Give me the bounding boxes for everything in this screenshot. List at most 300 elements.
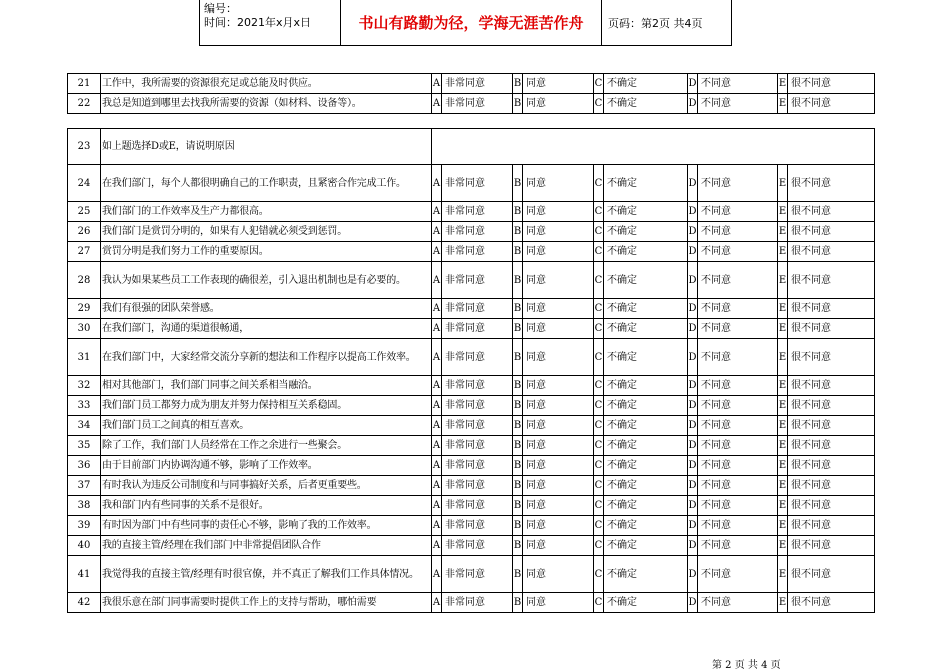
option-d[interactable] [688, 516, 778, 536]
option-label: 非常同意 [445, 540, 485, 551]
option-c[interactable] [594, 262, 688, 299]
option-label: 很不同意 [791, 460, 831, 471]
option-label: 很不同意 [791, 177, 831, 189]
option-c[interactable] [594, 202, 688, 222]
page-footer: 第 2 页 共 4 页 [712, 660, 781, 671]
option-label: 很不同意 [791, 568, 831, 580]
option-letter: A [432, 516, 442, 535]
page-header [199, 0, 732, 46]
option-letter: C [594, 339, 604, 375]
option-e[interactable] [778, 456, 875, 476]
option-letter: C [594, 556, 604, 592]
option-d[interactable] [688, 74, 778, 94]
option-letter: A [432, 165, 442, 201]
option-a[interactable] [432, 476, 513, 496]
option-letter: A [432, 262, 442, 298]
option-letter: C [594, 456, 604, 475]
option-letter: E [778, 556, 788, 592]
option-label: 不确定 [607, 540, 637, 551]
option-letter: E [778, 536, 788, 555]
option-letter: E [778, 242, 788, 261]
question-number: 23 [68, 129, 101, 165]
option-label: 不确定 [607, 520, 637, 531]
option-c[interactable] [594, 456, 688, 476]
option-a[interactable] [432, 222, 513, 242]
option-label: 不同意 [701, 380, 731, 391]
option-d[interactable] [688, 299, 778, 319]
option-label: 很不同意 [791, 440, 831, 451]
header-meta [200, 0, 341, 45]
question-number: 26 [68, 222, 101, 242]
table-row [68, 339, 875, 376]
option-label: 很不同意 [791, 274, 831, 286]
option-label: 不确定 [607, 568, 637, 580]
question-number: 41 [68, 556, 101, 593]
option-letter: E [778, 416, 788, 435]
option-d[interactable] [688, 94, 778, 114]
option-a[interactable] [432, 416, 513, 436]
option-letter: A [432, 319, 442, 338]
option-label: 不确定 [607, 303, 637, 314]
question-text: 我很乐意在部门同事需要时提供工作上的支持与帮助，哪怕需要 [101, 593, 432, 613]
option-e[interactable] [778, 222, 875, 242]
option-d[interactable] [688, 496, 778, 516]
option-e[interactable] [778, 299, 875, 319]
option-label: 很不同意 [791, 400, 831, 411]
question-text: 我们部门员工之间真的相互喜欢。 [101, 416, 432, 436]
option-label: 很不同意 [791, 540, 831, 551]
option-label: 非常同意 [445, 597, 485, 608]
option-d[interactable] [688, 376, 778, 396]
option-letter: C [594, 516, 604, 535]
table-row [68, 476, 875, 496]
option-b[interactable] [513, 94, 594, 114]
question-text: 我认为如果某些员工工作表现的确很差，引入退出机制也是有必要的。 [101, 262, 432, 299]
option-b[interactable] [513, 396, 594, 416]
option-d[interactable] [688, 319, 778, 339]
option-letter: A [432, 436, 442, 455]
option-a[interactable] [432, 299, 513, 319]
option-label: 非常同意 [445, 380, 485, 391]
option-a[interactable] [432, 202, 513, 222]
option-label: 不确定 [607, 246, 637, 257]
option-c[interactable] [594, 396, 688, 416]
option-b[interactable] [513, 516, 594, 536]
option-label: 同意 [526, 274, 546, 286]
option-letter: D [688, 376, 698, 395]
option-letter: E [778, 339, 788, 375]
option-label: 不同意 [701, 597, 731, 608]
question-number: 21 [68, 74, 101, 94]
question-text: 我的直接主管/经理在我们部门中非常提倡团队合作 [101, 536, 432, 556]
option-label: 同意 [526, 597, 546, 608]
question-number: 28 [68, 262, 101, 299]
option-c[interactable] [594, 436, 688, 456]
option-e[interactable] [778, 74, 875, 94]
option-d[interactable] [688, 222, 778, 242]
option-c[interactable] [594, 299, 688, 319]
option-a[interactable] [432, 262, 513, 299]
option-d[interactable] [688, 262, 778, 299]
option-label: 不确定 [607, 400, 637, 411]
option-label: 非常同意 [445, 98, 485, 109]
page-label: 页码：第2页 共4页 [608, 16, 703, 30]
question-number: 42 [68, 593, 101, 613]
option-letter: B [513, 262, 523, 298]
option-letter: E [778, 496, 788, 515]
option-b[interactable] [513, 376, 594, 396]
survey-table-2 [67, 128, 875, 613]
option-letter: C [594, 319, 604, 338]
option-letter: A [432, 593, 442, 612]
option-e[interactable] [778, 376, 875, 396]
option-letter: D [688, 165, 698, 201]
option-letter: C [594, 536, 604, 555]
question-text: 相对其他部门，我们部门同事之间关系相当融洽。 [101, 376, 432, 396]
option-letter: D [688, 222, 698, 241]
option-letter: D [688, 319, 698, 338]
option-a[interactable] [432, 94, 513, 114]
option-label: 不确定 [607, 597, 637, 608]
option-a[interactable] [432, 456, 513, 476]
option-label: 不同意 [701, 246, 731, 257]
option-letter: A [432, 536, 442, 555]
option-d[interactable] [688, 202, 778, 222]
option-label: 同意 [526, 98, 546, 109]
option-letter: B [513, 556, 523, 592]
table-row [68, 74, 875, 94]
option-e[interactable] [778, 202, 875, 222]
option-letter: E [778, 476, 788, 495]
option-label: 不同意 [701, 420, 731, 431]
option-c[interactable] [594, 74, 688, 94]
option-letter: A [432, 396, 442, 415]
option-letter: A [432, 339, 442, 375]
option-letter: B [513, 165, 523, 201]
option-c[interactable] [594, 476, 688, 496]
question-text: 在我们部门，每个人都很明确自己的工作职责，且紧密合作完成工作。 [101, 165, 432, 202]
option-label: 不确定 [607, 78, 637, 89]
table-row [68, 299, 875, 319]
option-b[interactable] [513, 299, 594, 319]
option-letter: A [432, 299, 442, 318]
option-letter: A [432, 416, 442, 435]
option-b[interactable] [513, 222, 594, 242]
option-b[interactable] [513, 262, 594, 299]
survey-table-1 [67, 73, 875, 114]
option-label: 同意 [526, 351, 546, 363]
table-row [68, 536, 875, 556]
option-label: 同意 [526, 460, 546, 471]
option-d[interactable] [688, 396, 778, 416]
option-b[interactable] [513, 202, 594, 222]
option-letter: B [513, 74, 523, 93]
option-b[interactable] [513, 436, 594, 456]
option-d[interactable] [688, 416, 778, 436]
option-a[interactable] [432, 436, 513, 456]
option-label: 非常同意 [445, 323, 485, 334]
option-e[interactable] [778, 396, 875, 416]
option-c[interactable] [594, 516, 688, 536]
option-label: 很不同意 [791, 420, 831, 431]
option-d[interactable] [688, 593, 778, 613]
option-label: 不同意 [701, 274, 731, 286]
option-e[interactable] [778, 496, 875, 516]
option-letter: A [432, 496, 442, 515]
option-c[interactable] [594, 416, 688, 436]
option-c[interactable] [594, 556, 688, 593]
option-a[interactable] [432, 319, 513, 339]
option-letter: D [688, 593, 698, 612]
option-letter: D [688, 456, 698, 475]
option-letter: B [513, 202, 523, 221]
option-letter: C [594, 299, 604, 318]
option-label: 不确定 [607, 460, 637, 471]
question-text: 我们部门的工作效率及生产力都很高。 [101, 202, 432, 222]
option-letter: B [513, 339, 523, 375]
question-number: 39 [68, 516, 101, 536]
option-a[interactable] [432, 165, 513, 202]
option-b[interactable] [513, 496, 594, 516]
option-d[interactable] [688, 476, 778, 496]
question-text: 除了工作，我们部门人员经常在工作之余进行一些聚会。 [101, 436, 432, 456]
question-number: 37 [68, 476, 101, 496]
option-letter: B [513, 536, 523, 555]
option-letter: C [594, 593, 604, 612]
option-letter: C [594, 436, 604, 455]
option-b[interactable] [513, 165, 594, 202]
option-label: 不同意 [701, 351, 731, 363]
option-label: 不确定 [607, 440, 637, 451]
question-number: 24 [68, 165, 101, 202]
option-letter: D [688, 516, 698, 535]
option-letter: C [594, 496, 604, 515]
option-letter: B [513, 416, 523, 435]
option-letter: C [594, 165, 604, 201]
question-text: 我们部门员工都努力成为朋友并努力保持相互关系稳固。 [101, 396, 432, 416]
option-letter: B [513, 516, 523, 535]
table-row [68, 496, 875, 516]
option-label: 非常同意 [445, 568, 485, 580]
option-letter: B [513, 476, 523, 495]
option-label: 不同意 [701, 480, 731, 491]
option-d[interactable] [688, 456, 778, 476]
option-label: 很不同意 [791, 78, 831, 89]
option-letter: C [594, 396, 604, 415]
option-letter: E [778, 262, 788, 298]
option-b[interactable] [513, 456, 594, 476]
option-e[interactable] [778, 165, 875, 202]
option-d[interactable] [688, 165, 778, 202]
option-label: 非常同意 [445, 303, 485, 314]
table-row [68, 556, 875, 593]
option-label: 同意 [526, 303, 546, 314]
option-e[interactable] [778, 436, 875, 456]
question-number: 29 [68, 299, 101, 319]
option-b[interactable] [513, 476, 594, 496]
option-letter: D [688, 94, 698, 113]
option-label: 非常同意 [445, 177, 485, 189]
option-b[interactable] [513, 242, 594, 262]
table-row [68, 165, 875, 202]
option-label: 同意 [526, 480, 546, 491]
option-a[interactable] [432, 593, 513, 613]
option-e[interactable] [778, 476, 875, 496]
option-d[interactable] [688, 242, 778, 262]
option-label: 非常同意 [445, 78, 485, 89]
answer-field[interactable] [432, 129, 875, 165]
option-label: 同意 [526, 78, 546, 89]
option-letter: E [778, 593, 788, 612]
option-label: 不确定 [607, 226, 637, 237]
option-letter: E [778, 396, 788, 415]
option-letter: B [513, 94, 523, 113]
option-label: 不确定 [607, 380, 637, 391]
question-number: 27 [68, 242, 101, 262]
question-text: 工作中，我所需要的资源很充足或总能及时供应。 [101, 74, 432, 94]
question-text: 我和部门内有些同事的关系不是很好。 [101, 496, 432, 516]
option-b[interactable] [513, 319, 594, 339]
option-c[interactable] [594, 496, 688, 516]
option-c[interactable] [594, 242, 688, 262]
option-c[interactable] [594, 339, 688, 376]
table-row [68, 516, 875, 536]
option-label: 不同意 [701, 98, 731, 109]
option-label: 非常同意 [445, 460, 485, 471]
option-c[interactable] [594, 536, 688, 556]
option-label: 很不同意 [791, 500, 831, 511]
option-label: 非常同意 [445, 520, 485, 531]
option-letter: E [778, 202, 788, 221]
option-a[interactable] [432, 516, 513, 536]
serial-label: 编号： [204, 2, 237, 15]
option-letter: E [778, 299, 788, 318]
table-row [68, 376, 875, 396]
option-a[interactable] [432, 376, 513, 396]
option-c[interactable] [594, 165, 688, 202]
option-letter: A [432, 376, 442, 395]
option-e[interactable] [778, 242, 875, 262]
option-c[interactable] [594, 94, 688, 114]
option-label: 不确定 [607, 206, 637, 217]
option-a[interactable] [432, 74, 513, 94]
option-letter: D [688, 299, 698, 318]
option-e[interactable] [778, 319, 875, 339]
option-b[interactable] [513, 339, 594, 376]
option-b[interactable] [513, 416, 594, 436]
option-c[interactable] [594, 593, 688, 613]
option-label: 不同意 [701, 500, 731, 511]
option-label: 很不同意 [791, 597, 831, 608]
question-number: 25 [68, 202, 101, 222]
option-label: 同意 [526, 323, 546, 334]
option-e[interactable] [778, 339, 875, 376]
option-e[interactable] [778, 516, 875, 536]
option-letter: E [778, 165, 788, 201]
option-letter: A [432, 94, 442, 113]
option-a[interactable] [432, 396, 513, 416]
option-letter: C [594, 222, 604, 241]
option-a[interactable] [432, 339, 513, 376]
option-d[interactable] [688, 436, 778, 456]
option-letter: E [778, 222, 788, 241]
option-letter: D [688, 536, 698, 555]
option-label: 同意 [526, 246, 546, 257]
option-e[interactable] [778, 416, 875, 436]
option-e[interactable] [778, 556, 875, 593]
option-c[interactable] [594, 222, 688, 242]
option-label: 非常同意 [445, 246, 485, 257]
question-text: 我们部门是赏罚分明的，如果有人犯错就必须受到惩罚。 [101, 222, 432, 242]
option-label: 不同意 [701, 177, 731, 189]
option-letter: E [778, 74, 788, 93]
option-b[interactable] [513, 74, 594, 94]
option-label: 同意 [526, 520, 546, 531]
option-letter: C [594, 242, 604, 261]
option-label: 不同意 [701, 540, 731, 551]
question-number: 22 [68, 94, 101, 114]
option-letter: C [594, 416, 604, 435]
option-label: 很不同意 [791, 226, 831, 237]
option-e[interactable] [778, 94, 875, 114]
option-label: 非常同意 [445, 420, 485, 431]
option-e[interactable] [778, 262, 875, 299]
option-label: 不同意 [701, 400, 731, 411]
option-c[interactable] [594, 376, 688, 396]
option-letter: A [432, 456, 442, 475]
option-label: 不确定 [607, 323, 637, 334]
table-row [68, 593, 875, 613]
table-row [68, 416, 875, 436]
option-b[interactable] [513, 593, 594, 613]
option-letter: D [688, 396, 698, 415]
question-text: 如上题选择D或E，请说明原因 [101, 129, 432, 165]
option-label: 不同意 [701, 206, 731, 217]
option-letter: E [778, 376, 788, 395]
option-label: 不同意 [701, 520, 731, 531]
option-letter: B [513, 456, 523, 475]
option-letter: D [688, 74, 698, 93]
option-label: 同意 [526, 540, 546, 551]
question-number: 34 [68, 416, 101, 436]
option-label: 不确定 [607, 274, 637, 286]
option-letter: B [513, 242, 523, 261]
option-letter: D [688, 202, 698, 221]
option-letter: B [513, 319, 523, 338]
option-a[interactable] [432, 496, 513, 516]
option-d[interactable] [688, 536, 778, 556]
option-label: 非常同意 [445, 440, 485, 451]
option-a[interactable] [432, 536, 513, 556]
option-e[interactable] [778, 593, 875, 613]
option-label: 同意 [526, 206, 546, 217]
option-a[interactable] [432, 556, 513, 593]
option-d[interactable] [688, 556, 778, 593]
option-letter: C [594, 376, 604, 395]
table-row [68, 222, 875, 242]
question-text: 由于目前部门内协调沟通不够，影响了工作效率。 [101, 456, 432, 476]
option-d[interactable] [688, 339, 778, 376]
option-letter: E [778, 319, 788, 338]
option-a[interactable] [432, 242, 513, 262]
option-b[interactable] [513, 556, 594, 593]
option-e[interactable] [778, 536, 875, 556]
option-c[interactable] [594, 319, 688, 339]
option-b[interactable] [513, 536, 594, 556]
option-letter: B [513, 299, 523, 318]
option-letter: B [513, 593, 523, 612]
option-letter: C [594, 74, 604, 93]
